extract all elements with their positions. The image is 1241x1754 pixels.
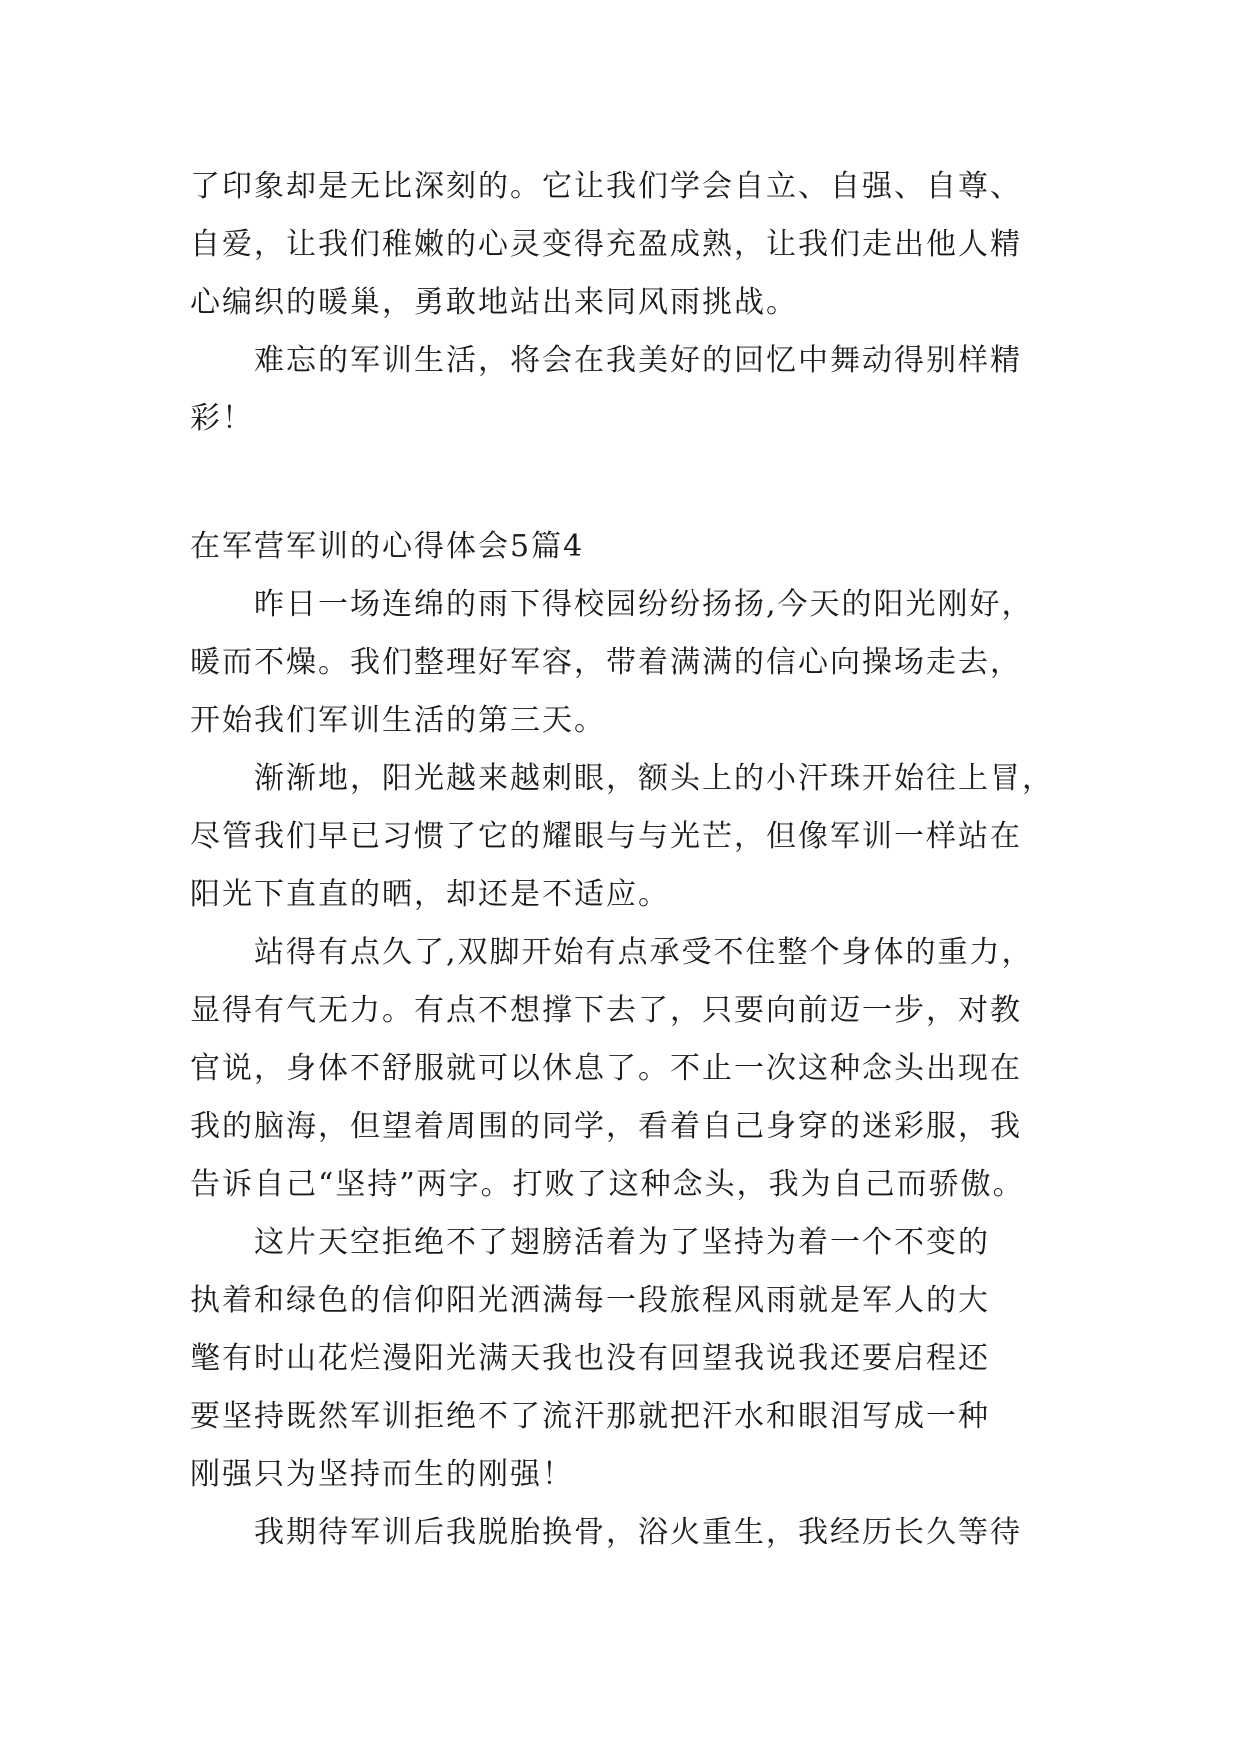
text-line: 昨日一场连绵的雨下得校园纷纷扬扬,今天的阳光刚好， [254,587,1034,622]
section-gap [190,448,1070,518]
text-line: 彩！ [190,401,254,436]
text-line: 显得有气无力。有点不想撑下去了，只要向前迈一步，对教 [190,993,1022,1028]
text-line: 氅有时山花烂漫阳光满天我也没有回望我说我还要启程还 [190,1341,990,1376]
text-line: 要坚持既然军训拒绝不了流汗那就把汗水和眼泪写成一种 [190,1399,990,1434]
text-line: 开始我们军训生活的第三天。 [190,703,606,738]
text-line: 站得有点久了,双脚开始有点承受不住整个身体的重力， [254,935,1034,970]
text-line: 暖而不燥。我们整理好军容，带着满满的信心向操场走去， [190,645,1022,680]
text-line: 我的脑海，但望着周围的同学，看着自己身穿的迷彩服，我 [190,1109,1022,1144]
text-line: 渐渐地，阳光越来越刺眼，额头上的小汗珠开始往上冒， [254,761,1054,796]
text-line: 告诉自己“坚持”两字。打败了这种念头，我为自己而骄傲。 [190,1167,1025,1202]
text-line: 尽管我们早已习惯了它的耀眼与与光芒，但像军训一样站在 [190,819,1022,854]
text-line: 执着和绿色的信仰阳光洒满每一段旅程风雨就是军人的大 [190,1283,990,1318]
text-line: 自爱，让我们稚嫩的心灵变得充盈成熟，让我们走出他人精 [190,227,1022,262]
text-line: 官说，身体不舒服就可以休息了。不止一次这种念头出现在 [190,1051,1022,1086]
text-line: 了印象却是无比深刻的。它让我们学会自立、自强、自尊、 [190,169,1022,204]
document-body [190,158,1070,1562]
text-line: 刚强只为坚持而生的刚强！ [190,1457,574,1492]
text-line: 阳光下直直的晒，却还是不适应。 [190,877,670,912]
section-heading: 在军营军训的心得体会5篇4 [190,529,585,564]
text-line: 难忘的军训生活，将会在我美好的回忆中舞动得别样精 [254,343,1022,378]
text-line: 我期待军训后我脱胎换骨，浴火重生，我经历长久等待 [254,1515,1022,1550]
text-line: 这片天空拒绝不了翅膀活着为了坚持为着一个不变的 [254,1225,990,1260]
text-line: 心编织的暖巢，勇敢地站出来同风雨挑战。 [190,285,798,320]
